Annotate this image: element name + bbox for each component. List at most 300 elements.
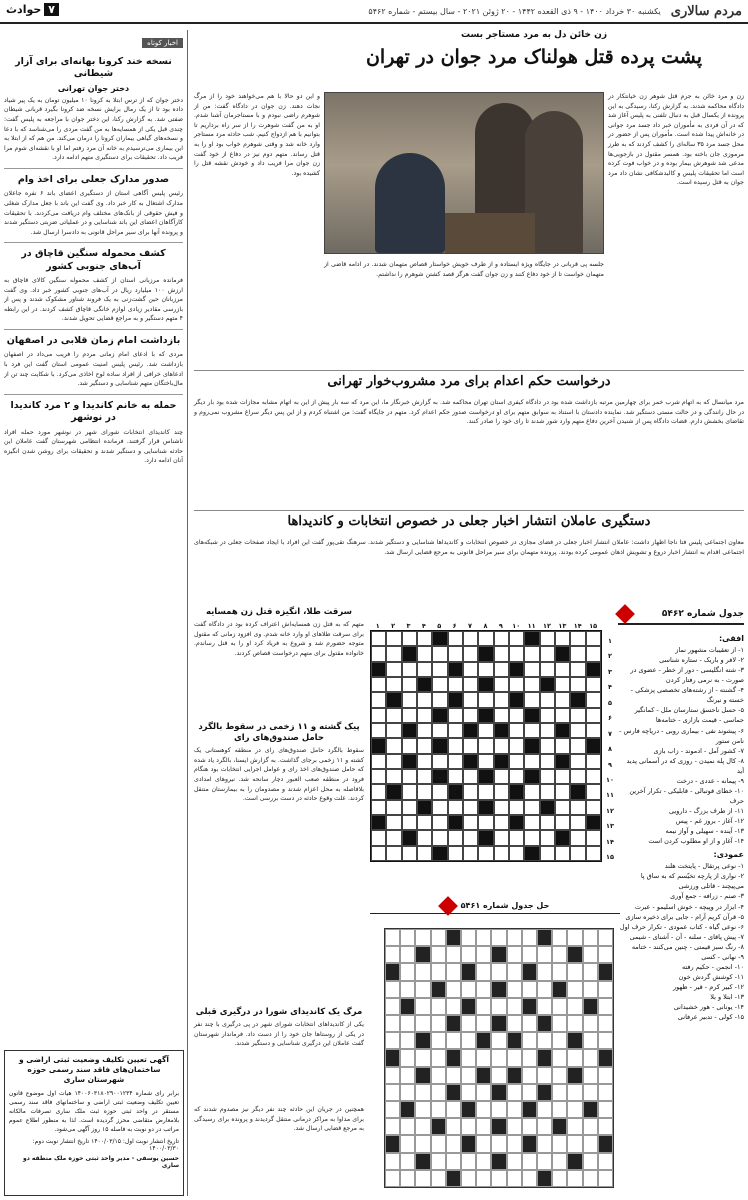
black-cell	[522, 1101, 537, 1118]
crossword-cell	[540, 846, 555, 861]
crossword-cell	[415, 998, 430, 1015]
crossword-cell	[598, 1118, 613, 1135]
lead-body-right: زن و مرد خائن به جرم قتل شوهر زن خیانتکار در دادگاه محاکمه شدند. به گزارش رکنا، رسیدگی به این پرونده از یکسال قبل به دنبال تلفنی به پلیس آغاز شد که در آن فردی به مأموران خبر داد جسد مرد جوانی در خانه‌اش پیدا شده است. مأموران پس از حضور در محل جسد مرد ۳۵ ساله‌ای را کشف کردند که به طرز مرموزی جان باخته بود. همسر مقتول در بازجویی‌ها مدعی شد شوهرش بیمار بوده و در خواب فوت کرده است اما تحقیقات پلیس و کالبدشکافی نشان داد مرد جوان به قتل رسیده است.	[608, 93, 744, 187]
crossword-cell	[586, 677, 601, 692]
black-cell	[402, 754, 417, 769]
crossword-clue: ۷- پیش پاقای - سلنه - آن - آشنای - شیمی	[629, 932, 744, 941]
crossword-cell	[507, 981, 522, 998]
black-cell	[522, 998, 537, 1015]
crossword-cell	[432, 815, 447, 830]
column-number: ۲	[391, 622, 396, 630]
crossword-cell	[583, 946, 598, 963]
crossword-cell	[583, 1170, 598, 1187]
crossword-cell	[540, 692, 555, 707]
crossword-cell	[598, 929, 613, 946]
crossword-cell	[461, 1049, 476, 1066]
row-number: ۱۳	[606, 822, 614, 831]
crossword-cell	[494, 830, 509, 845]
crossword-cell	[463, 800, 478, 815]
black-cell	[415, 946, 430, 963]
black-cell	[431, 1118, 446, 1135]
crossword-cell	[386, 800, 401, 815]
crossword-cell	[540, 784, 555, 799]
crossword-cell	[432, 646, 447, 661]
crossword-cell	[567, 1015, 582, 1032]
crossword-cell	[583, 1153, 598, 1170]
crossword-cell	[507, 1049, 522, 1066]
lead-title: پشت پرده قتل هولناک مرد جوان در تهران	[365, 46, 703, 68]
solution-title: حل جدول شماره ۵۴۶۱	[460, 901, 550, 910]
sidebar-story4-body: مردی که با ادعای امام زمانی مردم را فریب می‌داد در اصفهان بازداشت شد. رئیس پلیس امنیت عمومی استان گفت این فرد با ادعاهای خرافی از افراد ساده لوح اخاذی می‌کرد. با شکایت چند تن از مال‌باختگان متهم شناسایی و دستگیر شد.	[4, 351, 183, 388]
photo-figure	[445, 213, 535, 253]
crossword-cell	[431, 1032, 446, 1049]
crossword-cell	[446, 981, 461, 998]
crossword-cell	[494, 815, 509, 830]
crossword-cell	[448, 708, 463, 723]
crossword-cell	[431, 929, 446, 946]
crossword-cell	[522, 929, 537, 946]
crossword-cell	[400, 963, 415, 980]
crossword-cell	[478, 784, 493, 799]
ad-signature: حسین یوسفی - مدیر واحد ثبتی حوزه ملک منطقه دو ساری	[23, 1155, 179, 1170]
crossword-cell	[509, 830, 524, 845]
crossword-cell	[586, 631, 601, 646]
crossword-cell	[448, 631, 463, 646]
crossword-cell	[402, 677, 417, 692]
crossword-cell	[417, 846, 432, 861]
black-cell	[448, 662, 463, 677]
crossword-cell	[522, 1067, 537, 1084]
crossword-cell	[537, 963, 552, 980]
crossword-clue: ۱۳- آینده - سهیلی و آواز نیمه	[665, 827, 744, 836]
story7	[194, 1105, 364, 1195]
crossword-cell	[552, 929, 567, 946]
story6-body: یکی از کاندیداهای انتخابات شورای شهر در پی درگیری با چند نفر در یکی از روستاها جان خود را از دست داد. فرماندار شهرستان گفت عاملان این درگیری شناسایی و دستگیر شدند.	[194, 1021, 364, 1048]
crossword-cell	[446, 1118, 461, 1135]
crossword-cell	[537, 981, 552, 998]
black-cell	[491, 1015, 506, 1032]
crossword-clues	[618, 630, 744, 1190]
crossword-cell	[415, 1015, 430, 1032]
crossword-cell	[448, 646, 463, 661]
column-number: ۳	[406, 622, 411, 630]
crossword-cell	[567, 1170, 582, 1187]
crossword-cell	[555, 662, 570, 677]
black-cell	[478, 800, 493, 815]
crossword-cell	[463, 708, 478, 723]
crossword-clue: ۱- از تعقیبات مشهور نماز	[675, 646, 744, 654]
row-number: ۱۰	[606, 775, 614, 784]
crossword-cell	[463, 677, 478, 692]
crossword-cell	[415, 981, 430, 998]
crossword-cell	[583, 963, 598, 980]
crossword-cell	[570, 815, 585, 830]
column-number: ۹	[498, 622, 503, 630]
crossword-cell	[540, 723, 555, 738]
crossword-grid-wrap	[370, 622, 616, 892]
crossword-cell	[478, 754, 493, 769]
crossword-clue: ۱۳- ابتلا و بلا	[710, 993, 744, 1002]
black-cell	[598, 1049, 613, 1066]
row-number: ۱۵	[606, 853, 614, 862]
crossword-cell	[461, 1153, 476, 1170]
column-number: ۵	[437, 622, 442, 630]
crossword-cell	[415, 1101, 430, 1118]
main-content	[194, 30, 744, 1196]
black-cell	[446, 1015, 461, 1032]
crossword-cell	[537, 1067, 552, 1084]
black-cell	[446, 929, 461, 946]
crossword-cell	[461, 1067, 476, 1084]
sidebar-news	[4, 30, 188, 1196]
crossword-clue: ۱۴- آغاز و از او مطلوب کردن است	[648, 837, 744, 846]
crossword-cell	[386, 830, 401, 845]
column-number: ۱	[375, 622, 380, 630]
crossword-cell	[540, 769, 555, 784]
crossword-cell	[494, 631, 509, 646]
crossword-cell	[476, 1101, 491, 1118]
crossword-cell	[570, 631, 585, 646]
crossword-cell	[586, 646, 601, 661]
sidebar-story3-title: کشف محموله سنگین قاچاق در آب‌های جنوبی کشور	[21, 248, 166, 272]
crossword-cell	[476, 1084, 491, 1101]
black-cell	[402, 646, 417, 661]
black-cell	[478, 830, 493, 845]
crossword-cell	[417, 646, 432, 661]
row-number: ۱۲	[606, 806, 614, 815]
black-cell	[415, 1153, 430, 1170]
crossword-cell	[385, 1118, 400, 1135]
ad-body: برابر رای شماره ۱۴۰۰۶۰۳۱۸۰۲۹۰۰۱۲۳۴ هیات اول موضوع قانون تعیین تکلیف وضعیت ثبتی اراضی و ساختمانهای فاقد سند رسمی مستقر در واحد ثبتی حوزه ثبت ملک ساری تصرفات مالکانه بلامعارض متقاضی محرز گردیده است. لذا به منظور اطلاع عموم مراتب در دو نوبت به فاصله ۱۵ روز آگهی می‌شود.	[9, 1090, 179, 1134]
black-cell	[509, 784, 524, 799]
crossword-cell	[463, 662, 478, 677]
crossword-cell	[570, 769, 585, 784]
column-number: ۱۳	[558, 622, 567, 630]
row-number: ۲	[608, 652, 612, 661]
crossword-cell	[371, 784, 386, 799]
row-number: ۱	[608, 637, 612, 645]
crossword-cell	[567, 1049, 582, 1066]
black-cell	[555, 646, 570, 661]
sidebar-story1-title: نسخه خند کرونا بهانه‌ای برای آزار شیطانی	[15, 56, 172, 80]
black-cell	[552, 981, 567, 998]
story7-body: همچنین در جریان این حادثه چند نفر دیگر نیز مصدوم شدند که برای مداوا به مراکز درمانی منتقل گردیدند و پرونده برای رسیدگی به مرجع قضایی ارسال شد.	[194, 1106, 364, 1133]
crossword-cell	[371, 754, 386, 769]
black-cell	[598, 1135, 613, 1152]
crossword-cell	[522, 946, 537, 963]
crossword-cell	[417, 631, 432, 646]
crossword-cell	[552, 1015, 567, 1032]
black-cell	[491, 1153, 506, 1170]
crossword-cell	[537, 1101, 552, 1118]
black-cell	[586, 815, 601, 830]
black-cell	[385, 1049, 400, 1066]
crossword-cell	[476, 1015, 491, 1032]
crossword-clue: ۹- پیمانه - عددی - درخت	[676, 776, 744, 785]
crossword-cell	[431, 1084, 446, 1101]
crossword-cell	[478, 738, 493, 753]
crossword-cell	[446, 1153, 461, 1170]
crossword-cell	[417, 815, 432, 830]
black-cell	[385, 1135, 400, 1152]
solution-header	[370, 898, 620, 914]
row-number: ۷	[608, 729, 612, 738]
sidebar-story5-title: حمله به خانم کاندیدا و ۲ مرد کاندیدا در نوشهر	[10, 399, 177, 424]
crossword-cell	[386, 754, 401, 769]
crossword-cell	[431, 1101, 446, 1118]
crossword-cell	[448, 677, 463, 692]
page-number: ۷	[44, 3, 59, 16]
crossword-cell	[415, 1118, 430, 1135]
crossword-cell	[371, 769, 386, 784]
black-cell	[537, 1049, 552, 1066]
crossword-cell	[448, 769, 463, 784]
crossword-cell	[402, 800, 417, 815]
crossword-cell	[583, 1015, 598, 1032]
crossword-cell	[524, 754, 539, 769]
crossword-cell	[570, 830, 585, 845]
black-cell	[491, 1084, 506, 1101]
crossword-cell	[491, 1135, 506, 1152]
crossword-clue: ۵- حسل ناحسق ستارسان ملل - کمانگیر حماسی - قیمت بازاری - ختامه‌ها	[634, 706, 744, 725]
crossword-cell	[400, 1170, 415, 1187]
crossword-cell	[478, 692, 493, 707]
crossword-cell	[463, 738, 478, 753]
crossword-cell	[524, 800, 539, 815]
crossword-cell	[385, 1015, 400, 1032]
crossword-cell	[400, 1067, 415, 1084]
crossword-clue: ۹- نهانی - کسی	[701, 952, 744, 961]
black-cell	[446, 1084, 461, 1101]
crossword-cell	[522, 1032, 537, 1049]
down-label: عمودی:	[713, 850, 744, 860]
crossword-cell	[598, 998, 613, 1015]
crossword-cell	[494, 662, 509, 677]
crossword-cell	[415, 1084, 430, 1101]
crossword-cell	[417, 708, 432, 723]
crossword-cell	[476, 1170, 491, 1187]
crossword-cell	[431, 1153, 446, 1170]
crossword-cell	[431, 963, 446, 980]
crossword-cell	[491, 1049, 506, 1066]
black-cell	[540, 677, 555, 692]
crossword-cell	[432, 662, 447, 677]
lead-headline	[324, 30, 744, 90]
lead-body-mid: جلسه پی قربانی در جایگاه ویژه ایستاده و از طرف خویش خواستار قصاص متهمان شدند. در ادامه قاضی از متهمان خواست تا از خود دفاع کنند و زن جوان گفت هرگز قصد کشتن شوهرم را نداشتم.	[324, 261, 604, 278]
crossword-cell	[598, 1032, 613, 1049]
crossword-column-numbers	[370, 622, 602, 630]
crossword-clue: ۲- لافر و باریک - ستاره شناسی	[659, 656, 744, 665]
crossword-cell	[491, 929, 506, 946]
crossword-cell	[507, 1101, 522, 1118]
crossword-cell	[371, 800, 386, 815]
crossword-cell	[537, 1118, 552, 1135]
section-name: حوادث	[6, 3, 42, 16]
across-label: افقی:	[718, 634, 744, 643]
crossword-cell	[386, 677, 401, 692]
crossword-cell	[385, 929, 400, 946]
black-cell	[522, 1135, 537, 1152]
crossword-cell	[386, 708, 401, 723]
black-cell	[415, 1067, 430, 1084]
crossword-cell	[461, 1118, 476, 1135]
column-number: ۴	[421, 622, 426, 630]
crossword-cell	[385, 1067, 400, 1084]
crossword-cell	[552, 998, 567, 1015]
crossword-cell	[598, 1084, 613, 1101]
crossword-cell	[478, 662, 493, 677]
crossword-clue: ۷- کشور آمل - ادموند - زاب بازی	[653, 746, 744, 755]
courtroom-photo	[324, 92, 604, 254]
black-cell	[509, 662, 524, 677]
story4	[194, 605, 364, 715]
crossword-cell	[586, 708, 601, 723]
crossword-cell	[432, 723, 447, 738]
crossword-cell	[417, 830, 432, 845]
crossword-cell	[402, 738, 417, 753]
crossword-cell	[540, 830, 555, 845]
crossword-cell	[400, 1153, 415, 1170]
crossword-cell	[415, 1135, 430, 1152]
crossword-clue: ۱۲- آغاز - بروز غم - پیس	[675, 817, 744, 826]
crossword-cell	[524, 662, 539, 677]
crossword-cell	[552, 1153, 567, 1170]
crossword-cell	[494, 708, 509, 723]
crossword-cell	[463, 846, 478, 861]
row-number: ۵	[608, 698, 612, 707]
black-cell	[400, 1101, 415, 1118]
crossword-cell	[386, 846, 401, 861]
black-cell	[494, 723, 509, 738]
crossword-cell	[567, 981, 582, 998]
black-cell	[415, 1032, 430, 1049]
crossword-cell	[386, 646, 401, 661]
crossword-cell	[448, 800, 463, 815]
crossword-cell	[567, 998, 582, 1015]
crossword-clue: ۱۱- کوشش گردش خون	[678, 972, 744, 981]
crossword-cell	[522, 1170, 537, 1187]
crossword-cell	[431, 1170, 446, 1187]
crossword-cell	[386, 631, 401, 646]
crossword-cell	[386, 738, 401, 753]
sidebar-story1-subtitle: دختر جوان تهرانی	[57, 83, 130, 93]
crossword-clue: ۱۲- کبیر کرم - قیر - ظهور	[672, 983, 744, 991]
crossword-cell	[570, 846, 585, 861]
sidebar-story2-title: صدور مدارک جعلی برای اخذ وام	[17, 173, 170, 185]
sidebar-tag: اخبار کوتاه	[142, 38, 183, 48]
crossword-cell	[598, 1170, 613, 1187]
crossword-cell	[552, 1135, 567, 1152]
crossword-cell	[476, 998, 491, 1015]
crossword-cell	[415, 929, 430, 946]
crossword-cell	[385, 1084, 400, 1101]
crossword-cell	[476, 1049, 491, 1066]
black-cell	[478, 708, 493, 723]
crossword-cell	[461, 1032, 476, 1049]
crossword-clue: ۲- نواری از پارچه تخیّسم که به ساق پا می‌پیچند - قاتلی ورزشی	[640, 872, 744, 891]
crossword-cell	[432, 830, 447, 845]
crossword-cell	[371, 646, 386, 661]
crossword-cell	[524, 830, 539, 845]
crossword-cell	[448, 830, 463, 845]
crossword-cell	[461, 1015, 476, 1032]
crossword-cell	[385, 946, 400, 963]
crossword-cell	[567, 1084, 582, 1101]
crossword-clue: ۴- گشنته - از رشته‌های تخصصی پزشکی - خسته و نیرنگ	[630, 686, 744, 705]
crossword-cell	[522, 1049, 537, 1066]
crossword-cell	[583, 1067, 598, 1084]
crossword-cell	[570, 800, 585, 815]
black-cell	[386, 784, 401, 799]
column-number: ۱۵	[589, 622, 598, 630]
crossword-clue: ۱۴- یونانی - هور خشیدانی	[673, 1003, 744, 1012]
story2-body-wrap	[194, 398, 744, 498]
ad-title: آگهی تعیین تکلیف وضعیت ثبتی اراضی و ساختمان‌های فاقد سند رسمی حوزه شهرستان ساری	[19, 1055, 169, 1085]
crossword-cell	[415, 1170, 430, 1187]
crossword-cell	[494, 846, 509, 861]
divider	[4, 329, 183, 330]
crossword-cell	[552, 1032, 567, 1049]
column-number: ۱۲	[543, 622, 551, 630]
crossword-cell	[507, 963, 522, 980]
crossword-clue: ۱۵- کولی - تدبیر عرفانی	[677, 1013, 744, 1022]
crossword-cell	[448, 738, 463, 753]
crossword-cell	[432, 677, 447, 692]
black-cell	[431, 981, 446, 998]
crossword-cell	[509, 800, 524, 815]
black-cell	[524, 769, 539, 784]
crossword-cell	[491, 1101, 506, 1118]
crossword-cell	[461, 1170, 476, 1187]
crossword-cell	[431, 1135, 446, 1152]
crossword-clue: ۳- صنم - زرافه - جمع آوری	[670, 892, 744, 901]
crossword-cell	[478, 846, 493, 861]
black-cell	[555, 723, 570, 738]
ad-date: تاریخ انتشار نوبت اول: ۱۴۰۰/۰۳/۱۵ تاریخ انتشار نوبت دوم: ۱۴۰۰/۰۳/۳۰	[32, 1138, 179, 1153]
crossword-cell	[586, 723, 601, 738]
crossword-cell	[478, 723, 493, 738]
crossword-cell	[431, 1049, 446, 1066]
black-cell	[524, 631, 539, 646]
crossword-cell	[494, 692, 509, 707]
crossword-cell	[598, 1067, 613, 1084]
crossword-cell	[509, 631, 524, 646]
crossword-cell	[524, 815, 539, 830]
crossword-cell	[400, 1084, 415, 1101]
crossword-cell	[432, 754, 447, 769]
crossword-clue: ۱۰- انجمن - حکیم رفته	[681, 962, 744, 971]
crossword-clue: ۱۰- خطای قوتبالی - قابلیکی - تکرار آخرین حرف	[629, 786, 744, 805]
black-cell	[461, 998, 476, 1015]
crossword-cell	[555, 815, 570, 830]
crossword-cell	[583, 981, 598, 998]
across-clues	[618, 645, 744, 846]
crossword-cell	[417, 692, 432, 707]
crossword-cell	[431, 1015, 446, 1032]
crossword-cell	[537, 946, 552, 963]
story4-body: متهم که به قتل زن همسایه‌اش اعتراف کرده بود در دادگاه گفت برای سرقت طلاهای او وارد خانه شدم. وی افزود زمانی که مقتول متوجه حضورم شد و شروع به فریاد کرد او را به قتل رساندم. خانواده مقتول برای متهم درخواست قصاص کردند.	[194, 621, 364, 657]
crossword-clue: ۴- ابزار در وپیچه - خوش اسلیمو - عبرت	[634, 902, 744, 911]
black-cell	[567, 1067, 582, 1084]
crossword-cell	[524, 677, 539, 692]
crossword-cell	[463, 631, 478, 646]
legal-notice-ad	[4, 1050, 184, 1196]
crossword-cell	[371, 830, 386, 845]
crossword-cell	[552, 1049, 567, 1066]
black-cell	[537, 1084, 552, 1101]
lead-body-left: و این دو حالا با هم می‌خواهند خود را از مرگ نجات دهند. زن جوان در دادگاه گفت: من از شوهرم راضی نبودم و با مستاجرمان آشنا شدم. او به من گفت شوهرت را از سر راه برداریم تا بتوانیم با هم ازدواج کنیم. شب حادثه مرد مستاجر وارد خانه شد و وقتی شوهرم خواب بود او را به قتل رساند. متهم دوم نیز در دفاع از خود گفت زن جوان مرا فریب داد و خودش نقشه قتل را کشیده بود.	[194, 93, 320, 177]
story3-body-wrap	[194, 538, 744, 598]
